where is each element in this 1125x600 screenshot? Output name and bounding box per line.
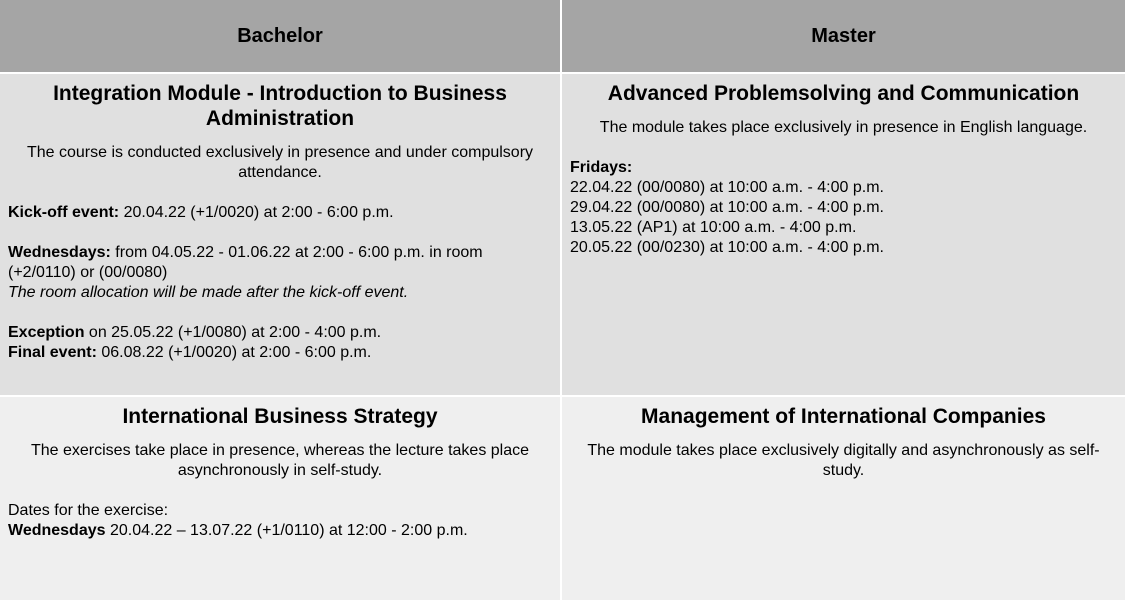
cell-management	[562, 397, 1125, 600]
management-title: Management of International Companies	[641, 405, 1046, 428]
cell-advanced-problemsolving	[562, 74, 1125, 395]
strategy-dates-intro: Dates for the exercise:	[8, 502, 169, 519]
final-text: 06.08.22 (+1/0020) at 2:00 - 6:00 p.m.	[96, 344, 372, 361]
integration-intro: The course is conducted exclusively in presence and under compulsory attendance.	[26, 144, 534, 181]
wednesdays-label: Wednesdays:	[8, 244, 111, 261]
final-label: Final event:	[8, 344, 97, 361]
exception-text: on 25.05.22 (+1/0080) at 2:00 - 4:00 p.m.	[84, 324, 382, 341]
strategy-intro: The exercises take place in presence, whereas the lecture takes place asynchronously in self-study.	[30, 442, 530, 479]
advanced-title: Advanced Problemsolving and Communication	[607, 82, 1080, 105]
friday-date: 13.05.22 (AP1) at 10:00 a.m. - 4:00 p.m.	[570, 219, 857, 236]
exception-line	[8, 323, 552, 343]
management-intro: The module takes place exclusively digitally and asynchronously as self-study.	[587, 442, 1100, 479]
wednesdays-line	[8, 243, 552, 283]
final-line	[8, 343, 552, 363]
integration-title: Integration Module - Introduction to Business Administration	[53, 82, 507, 130]
strategy-wednesdays-text: 20.04.22 – 13.07.22 (+1/0110) at 12:00 - 2:00 p.m.	[105, 522, 468, 539]
friday-date: 29.04.22 (00/0080) at 10:00 a.m. - 4:00 p.m.	[570, 199, 884, 216]
kickoff-text: 20.04.22 (+1/0020) at 2:00 - 6:00 p.m.	[119, 204, 394, 221]
friday-date: 20.05.22 (00/0230) at 10:00 a.m. - 4:00 p.m.	[570, 239, 884, 256]
kickoff-label: Kick-off event:	[8, 204, 120, 221]
strategy-title: International Business Strategy	[122, 405, 438, 428]
exception-label: Exception	[8, 324, 85, 341]
header-master: Master	[562, 0, 1125, 72]
advanced-intro: The module takes place exclusively in presence in English language.	[599, 119, 1088, 136]
cell-business-strategy	[0, 397, 560, 600]
kickoff-line	[8, 203, 552, 223]
friday-date: 22.04.22 (00/0080) at 10:00 a.m. - 4:00 p.m.	[570, 179, 884, 196]
header-bachelor: Bachelor	[0, 0, 560, 72]
wednesdays-text: from 04.05.22 - 01.06.22 at 2:00 - 6:00 p.m. in room (+2/0110) or (00/0080)	[8, 244, 483, 281]
strategy-wednesdays-label: Wednesdays	[8, 522, 106, 539]
room-note: The room allocation will be made after the kick-off event.	[8, 284, 409, 301]
strategy-wednesdays-line	[8, 521, 552, 541]
cell-integration-module	[0, 74, 560, 395]
fridays-label: Fridays:	[570, 159, 633, 176]
